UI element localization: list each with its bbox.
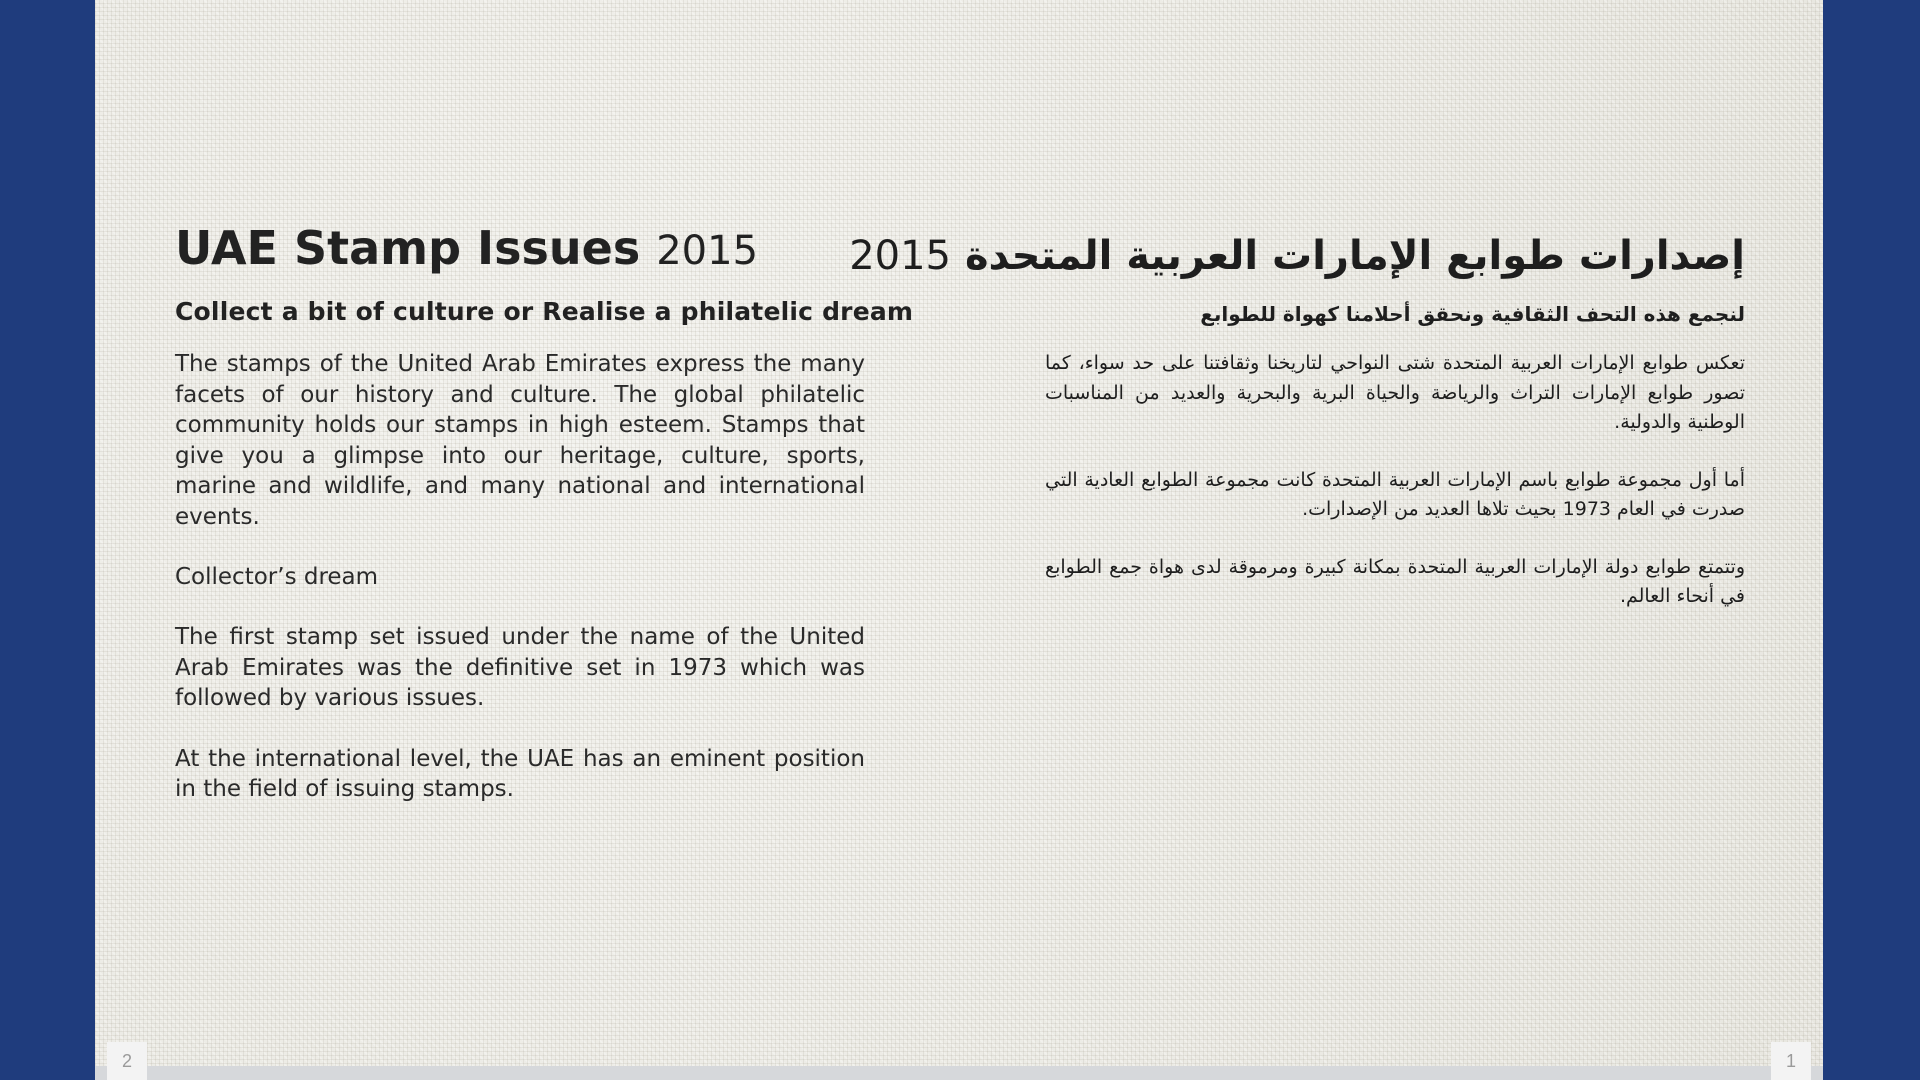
english-title-year: 2015	[656, 228, 759, 274]
arabic-page	[849, 225, 1745, 612]
arabic-paragraph-2: أما أول مجموعة طوابع باسم الإمارات العربية المتحدة كانت مجموعة الطوابع العادية التي صدرت في العام 1973 بحيث تلاها العديد من الإصدارات.	[1045, 468, 1745, 520]
english-title-text: UAE Stamp Issues	[175, 221, 641, 275]
english-heading-collectors-dream: Collector’s dream	[175, 564, 379, 590]
english-subtitle: Collect a bit of culture or Realise a philatelic dream	[175, 297, 914, 326]
english-page	[175, 218, 914, 805]
arabic-title-year: 2015	[849, 233, 951, 279]
page-number-right: 1	[1771, 1042, 1811, 1080]
brochure-spread	[95, 0, 1823, 1080]
page-bottom-strip	[95, 1066, 1823, 1080]
english-paragraph-2: The first stamp set issued under the name of the United Arab Emirates was the definitive set in 1973 which was followed by various issues.	[175, 624, 865, 711]
page-number-left: 2	[107, 1042, 147, 1080]
arabic-title	[849, 225, 1745, 287]
arabic-title-text: إصدارات طوابع الإمارات العربية المتحدة	[964, 233, 1745, 279]
english-paragraph-1: The stamps of the United Arab Emirates express the many facets of our history and culture. The global philatelic community holds our stamps in high esteem. Stamps that give you a glimpse into our heritage, culture, sports, marine and wildlife, and many national and international events.	[175, 351, 865, 530]
arabic-paragraph-3: وتتمتع طوابع دولة الإمارات العربية المتحدة بمكانة كبيرة ومرموقة لدى هواة جمع الطوابع في أنحاء العالم.	[1045, 555, 1745, 607]
arabic-subtitle: لنجمع هذه التحف الثقافية ونحقق أحلامنا كهواة للطوابع	[1200, 302, 1745, 326]
arabic-paragraph-1: تعكس طوابع الإمارات العربية المتحدة شتى النواحي لتاريخنا وثقافتنا على حد سواء، كما تصور طوابع الإمارات التراث والرياضة والحياة البرية والبحرية والعديد من المناسبات الوطنية والدولية.	[1045, 352, 1745, 433]
english-paragraph-3: At the international level, the UAE has an eminent position in the field of issuing stamps.	[175, 745, 865, 802]
english-title	[175, 218, 865, 281]
